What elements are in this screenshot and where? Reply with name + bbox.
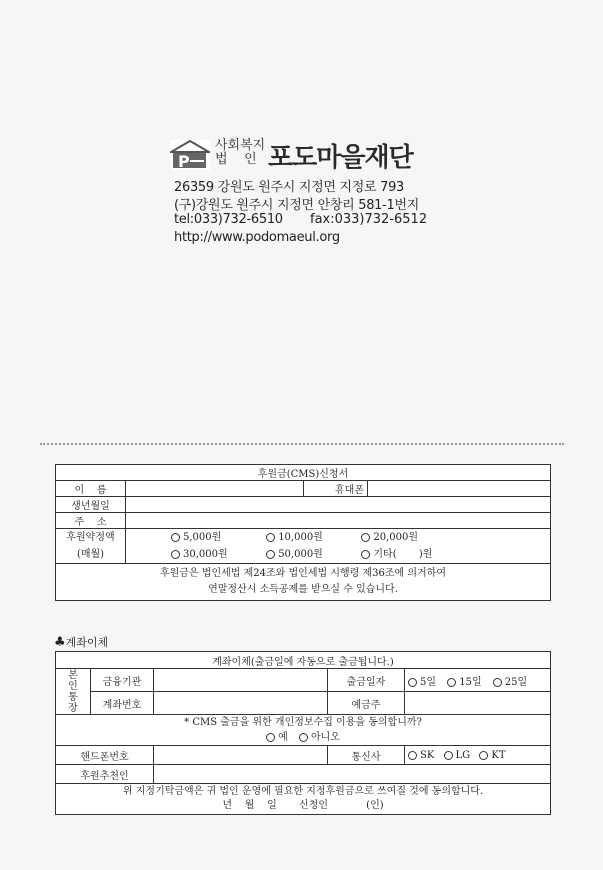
address-label: 주 소 <box>56 513 126 529</box>
amount-label-line1: 후원약정액 <box>66 532 115 543</box>
carrier-option-lg[interactable]: LG <box>444 750 471 761</box>
amount-option-50000[interactable]: 50,000원 <box>266 546 358 563</box>
mobile-label: 휴대폰 <box>304 481 368 497</box>
cms-application-table <box>55 464 551 601</box>
name-field[interactable] <box>126 481 304 497</box>
fax-number: fax:033)732-6512 <box>310 212 428 227</box>
radio-icon[interactable] <box>299 733 308 742</box>
amount-option-10000[interactable]: 10,000원 <box>266 529 358 546</box>
bank-field[interactable] <box>154 669 328 692</box>
svg-text:P: P <box>178 152 190 170</box>
date-option-25[interactable]: 25일 <box>493 673 527 688</box>
account-holder-field[interactable] <box>405 692 551 715</box>
address-new: 26359 강원도 원주시 지정면 지정로 793 <box>174 180 405 195</box>
consent-no-option[interactable]: 아니오 <box>299 730 340 745</box>
address-field[interactable] <box>126 513 551 529</box>
birthdate-field[interactable] <box>126 497 551 513</box>
tax-notice-line1: 후원금은 법인세법 제24조와 법인세법 시행령 제36조에 의거하여 <box>159 568 447 579</box>
phone-number: tel:033)732-6510 <box>174 212 283 227</box>
date-option-5[interactable]: 5일 <box>408 673 436 688</box>
agreement-block <box>56 784 551 815</box>
address-old: (구)강원도 원주시 지정면 안창리 581-1번지 <box>174 198 420 213</box>
cut-line <box>40 443 564 445</box>
org-type-line1: 사회복지 <box>215 138 266 153</box>
radio-icon[interactable] <box>361 550 370 559</box>
amount-option-20000[interactable]: 20,000원 <box>361 529 418 546</box>
agreement-text: 위 지정기탁금액은 귀 법인 운영에 필요한 지정후원금으로 쓰여질 것에 동의합니다. <box>122 786 484 797</box>
transfer-section-label: 계좌이체 <box>65 636 109 649</box>
amount-options <box>126 529 551 564</box>
amount-option-30000[interactable]: 30,000원 <box>171 546 263 563</box>
personal-account-label: 본인통장 <box>56 669 91 715</box>
radio-icon[interactable] <box>447 678 456 687</box>
amount-label-line2: (매월) <box>76 549 105 560</box>
club-icon: ♣ <box>54 635 66 650</box>
transfer-section-title <box>54 634 108 650</box>
radio-icon[interactable] <box>408 751 417 760</box>
amount-label <box>56 529 126 564</box>
tax-notice <box>56 564 551 601</box>
signature-line[interactable]: 년 월 일 신청인 (인) <box>222 800 384 811</box>
mobile-number-field[interactable] <box>154 746 328 765</box>
foundation-logo <box>170 140 210 170</box>
amount-option-5000[interactable]: 5,000원 <box>171 529 263 546</box>
carrier-label: 통신사 <box>328 746 405 765</box>
org-type-line2: 법 인 <box>215 152 257 167</box>
tax-notice-line2: 연말정산시 소득공제를 받으실 수 있습니다. <box>208 584 398 595</box>
radio-icon[interactable] <box>444 751 453 760</box>
radio-icon[interactable] <box>266 733 275 742</box>
referrer-label: 후원추천인 <box>56 765 154 784</box>
transfer-table <box>55 651 551 815</box>
mobile-number-label: 핸드폰번호 <box>56 746 154 765</box>
transfer-table-title: 계좌이체(출금일에 자동으로 출금됩니다.) <box>56 652 551 669</box>
referrer-field[interactable] <box>154 765 551 784</box>
name-label: 이 름 <box>56 481 126 497</box>
radio-icon[interactable] <box>408 678 417 687</box>
radio-icon[interactable] <box>266 533 275 542</box>
consent-yes-option[interactable]: 예 <box>266 730 288 745</box>
radio-icon[interactable] <box>479 751 488 760</box>
carrier-option-kt[interactable]: KT <box>479 750 505 761</box>
cms-form-title: 후원금(CMS)신청서 <box>56 465 551 481</box>
radio-icon[interactable] <box>266 550 275 559</box>
radio-icon[interactable] <box>171 550 180 559</box>
consent-block <box>56 715 551 746</box>
account-number-label: 계좌번호 <box>91 692 154 715</box>
radio-icon[interactable] <box>361 533 370 542</box>
radio-icon[interactable] <box>493 678 502 687</box>
withdraw-date-label: 출금일자 <box>328 669 405 692</box>
amount-option-other[interactable]: 기타( )원 <box>361 546 432 563</box>
account-number-field[interactable] <box>154 692 328 715</box>
carrier-options <box>405 746 551 765</box>
org-name: 포도마을재단 <box>268 143 413 173</box>
account-holder-label: 예금주 <box>328 692 405 715</box>
grape-logo-icon <box>170 140 210 170</box>
consent-question: * CMS 출금을 위한 개인정보수집 이용을 동의합니까? <box>184 717 422 728</box>
date-option-15[interactable]: 15일 <box>447 673 481 688</box>
org-type <box>215 139 265 167</box>
birthdate-label: 생년월일 <box>56 497 126 513</box>
bank-label: 금융기관 <box>91 669 154 692</box>
withdraw-date-options <box>405 669 551 692</box>
radio-icon[interactable] <box>171 533 180 542</box>
mobile-field[interactable] <box>368 481 551 497</box>
carrier-option-sk[interactable]: SK <box>408 750 434 761</box>
website-link[interactable]: http://www.podomaeul.org <box>174 230 340 245</box>
